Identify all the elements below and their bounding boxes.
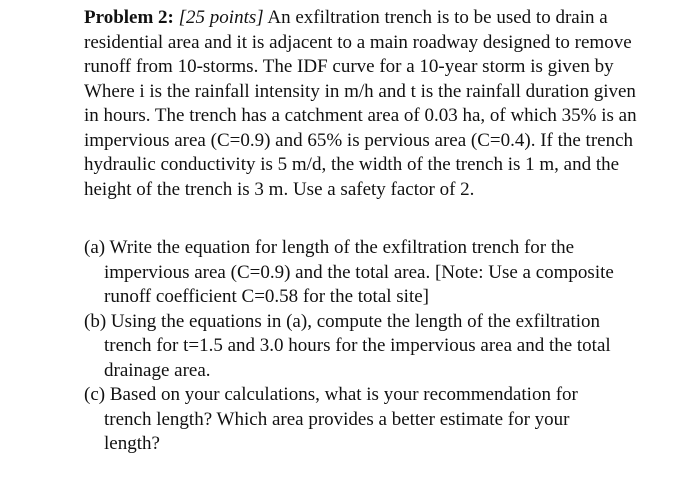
problem-details: Where i is the rainfall intensity in m/h and t is the rainfall duration given in hours. The trench has a catchment area of 0.03 ha, of which 35% is an impervious area (C=0.9) and 65% is pervious area (C=0.4). If the trench hydraulic conductivity is 5 m/d, the width of the trench is 1 m, and the height of the trench is 3 m. Use a safety factor of 2. (84, 80, 637, 200)
problem-title: Problem 2: (84, 7, 174, 28)
problem-intro: An exfiltration trench is to be used to drain a residential area and it is adjacent to a main roadway designed to remove runoff from 10-storms. The IDF curve for a 10-year storm is given by (84, 7, 632, 77)
question-parts (84, 236, 629, 457)
part-text: Using the equations in (a), compute the length of the exfiltration trench for t=1.5 and 3.0 hours for the impervious area and the total drainage area. (104, 310, 611, 381)
part-label: (b) (84, 310, 107, 332)
part-label: (a) (84, 237, 106, 258)
question-part-c (84, 383, 629, 457)
part-text: Write the equation for length of the exfiltration trench for the impervious area (C=0.9) and the total area. [Note: Use a composite runoff coefficient C=0.58 for the total site] (104, 237, 614, 307)
question-part-b (84, 310, 629, 384)
problem-statement (84, 6, 644, 202)
part-label: (c) (84, 384, 106, 405)
part-text: Based on your calculations, what is your recommendation for trench length? Which area provides a better estimate for your length? (104, 384, 578, 454)
problem-points: [25 points] (178, 7, 264, 28)
question-part-a (84, 236, 629, 310)
problem-page (84, 6, 644, 457)
